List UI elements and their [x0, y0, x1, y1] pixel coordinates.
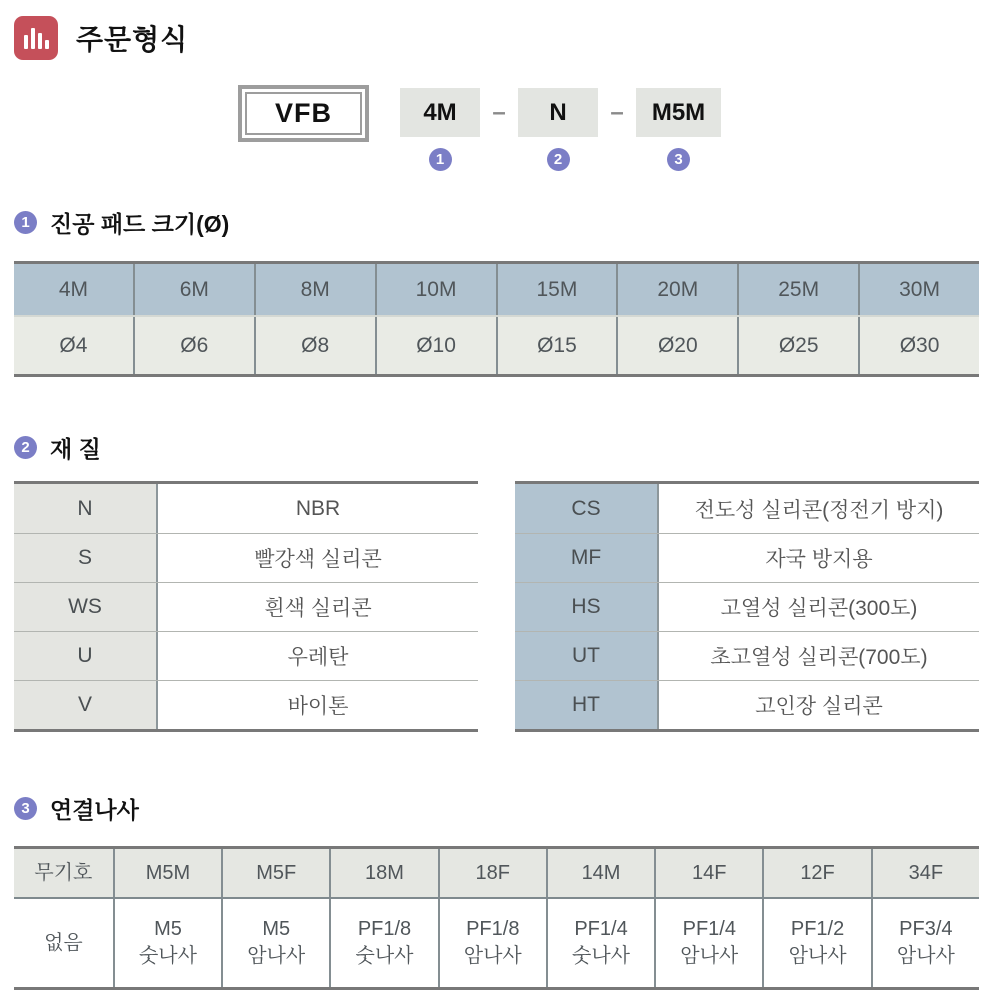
table-cell — [654, 899, 762, 987]
table-header-cell: M5F — [221, 849, 329, 897]
material-name-cell: 자국 방지용 — [659, 534, 979, 582]
table-header-cell: 15M — [496, 264, 617, 315]
table-row — [14, 631, 478, 680]
cell-line: PF1/8 — [357, 918, 412, 940]
table-row — [515, 484, 979, 533]
table-cell: Ø4 — [59, 333, 88, 357]
cell-line: 암나사 — [247, 945, 306, 967]
section-3-heading — [14, 793, 979, 823]
table-row — [14, 533, 478, 582]
page-title: 주문형식 — [76, 24, 189, 55]
material-name-cell: 고열성 실리콘(300도) — [659, 583, 979, 631]
model-segment-box: 4M — [400, 88, 480, 137]
cell-line: M5 — [154, 918, 182, 940]
material-code-cell: WS — [14, 583, 158, 631]
material-name-cell: 초고열성 실리콘(700도) — [659, 632, 979, 680]
model-segment-2 — [518, 88, 598, 171]
model-segment-1 — [400, 88, 480, 171]
table-value-row — [14, 317, 979, 374]
section-number-badge: 3 — [14, 797, 37, 820]
segment-separator: – — [492, 98, 506, 126]
table-cell: Ø20 — [616, 317, 737, 374]
section-number-badge: 1 — [14, 211, 37, 234]
table-row — [14, 582, 478, 631]
cell-line: 암나사 — [463, 945, 522, 967]
table-cell — [546, 899, 654, 987]
cell-line: PF1/4 — [574, 918, 628, 940]
material-name-cell: 흰색 실리콘 — [158, 583, 478, 631]
table-header-row — [14, 264, 979, 317]
table-header-cell: 18F — [438, 849, 546, 897]
material-table-left — [14, 481, 478, 732]
material-table-right — [515, 481, 979, 732]
table-header-cell: 4M — [58, 277, 89, 301]
model-segment-box: M5M — [636, 88, 721, 137]
material-code-cell: MF — [515, 534, 659, 582]
table-header-cell: M5M — [113, 849, 221, 897]
material-code-cell: S — [14, 534, 158, 582]
cell-line: 암나사 — [788, 945, 847, 967]
cell-line: 암나사 — [896, 945, 955, 967]
table-header-cell: 18M — [329, 849, 437, 897]
material-name-cell: 빨강색 실리콘 — [158, 534, 478, 582]
cell-line: PF1/8 — [466, 918, 520, 940]
material-code-cell: UT — [515, 632, 659, 680]
table-cell: Ø30 — [858, 317, 979, 374]
table-cell — [14, 899, 113, 987]
section-2-heading — [14, 432, 979, 462]
table-cell — [438, 899, 546, 987]
table-row — [515, 582, 979, 631]
pad-size-table — [14, 261, 979, 377]
table-cell: Ø25 — [737, 317, 858, 374]
table-cell — [221, 899, 329, 987]
segment-number-badge: 2 — [547, 148, 570, 171]
table-cell — [762, 899, 870, 987]
section-title: 재 질 — [50, 435, 101, 462]
cell-line: PF1/2 — [790, 918, 845, 940]
model-number-builder — [238, 85, 979, 171]
material-name-cell: 바이톤 — [158, 681, 478, 729]
material-code-cell: HT — [515, 681, 659, 729]
cell-line: 숫나사 — [355, 945, 414, 967]
table-header-cell: 30M — [858, 264, 979, 315]
material-name-cell: 고인장 실리콘 — [659, 681, 979, 729]
table-cell — [329, 899, 437, 987]
material-code-cell: N — [14, 484, 158, 533]
cell-line: M5 — [262, 918, 291, 940]
table-header-row — [14, 849, 979, 899]
table-cell — [871, 899, 979, 987]
section-title: 연결나사 — [50, 796, 139, 823]
material-code-cell: U — [14, 632, 158, 680]
table-header-cell: 12F — [762, 849, 870, 897]
cell-line: 숫나사 — [138, 945, 197, 967]
table-header-cell: 14M — [546, 849, 654, 897]
table-header-cell: 무기호 — [34, 861, 93, 884]
table-header-cell: 6M — [133, 264, 254, 315]
material-tables — [14, 481, 979, 732]
table-header-cell: 25M — [737, 264, 858, 315]
table-value-row — [14, 899, 979, 987]
table-row — [14, 680, 478, 729]
cell-line: 없음 — [44, 931, 83, 954]
table-row — [515, 680, 979, 729]
section-1-heading — [14, 207, 979, 237]
model-segment-3 — [636, 88, 721, 171]
table-row — [515, 533, 979, 582]
material-code-cell: V — [14, 681, 158, 729]
table-row — [14, 484, 478, 533]
material-name-cell: 전도성 실리콘(정전기 방지) — [659, 484, 979, 533]
table-header-cell: 14F — [654, 849, 762, 897]
model-segment-box: N — [518, 88, 598, 137]
table-cell: Ø8 — [254, 317, 375, 374]
table-row — [515, 631, 979, 680]
table-header-cell: 20M — [616, 264, 737, 315]
thread-table — [14, 846, 979, 990]
table-header-cell: 34F — [871, 849, 979, 897]
segment-number-badge: 3 — [667, 148, 690, 171]
model-base-box — [238, 85, 369, 142]
segment-number-badge: 1 — [429, 148, 452, 171]
material-code-cell: HS — [515, 583, 659, 631]
table-cell: Ø15 — [496, 317, 617, 374]
cell-line: 숫나사 — [572, 945, 630, 967]
table-cell: Ø6 — [133, 317, 254, 374]
page-header — [14, 16, 979, 60]
table-cell: Ø10 — [375, 317, 496, 374]
material-name-cell: 우레탄 — [158, 632, 478, 680]
table-header-cell: 8M — [254, 264, 375, 315]
material-name-cell: NBR — [158, 484, 478, 533]
segment-separator: – — [610, 98, 624, 126]
section-title: 진공 패드 크기(Ø) — [50, 210, 230, 237]
section-number-badge: 2 — [14, 436, 37, 459]
cell-line: PF1/4 — [682, 918, 736, 940]
table-cell — [113, 899, 221, 987]
material-code-cell: CS — [515, 484, 659, 533]
table-header-cell: 10M — [375, 264, 496, 315]
bar-chart-icon — [14, 16, 58, 60]
model-base-code: VFB — [245, 92, 362, 135]
cell-line: PF3/4 — [899, 918, 953, 940]
cell-line: 암나사 — [680, 945, 739, 967]
